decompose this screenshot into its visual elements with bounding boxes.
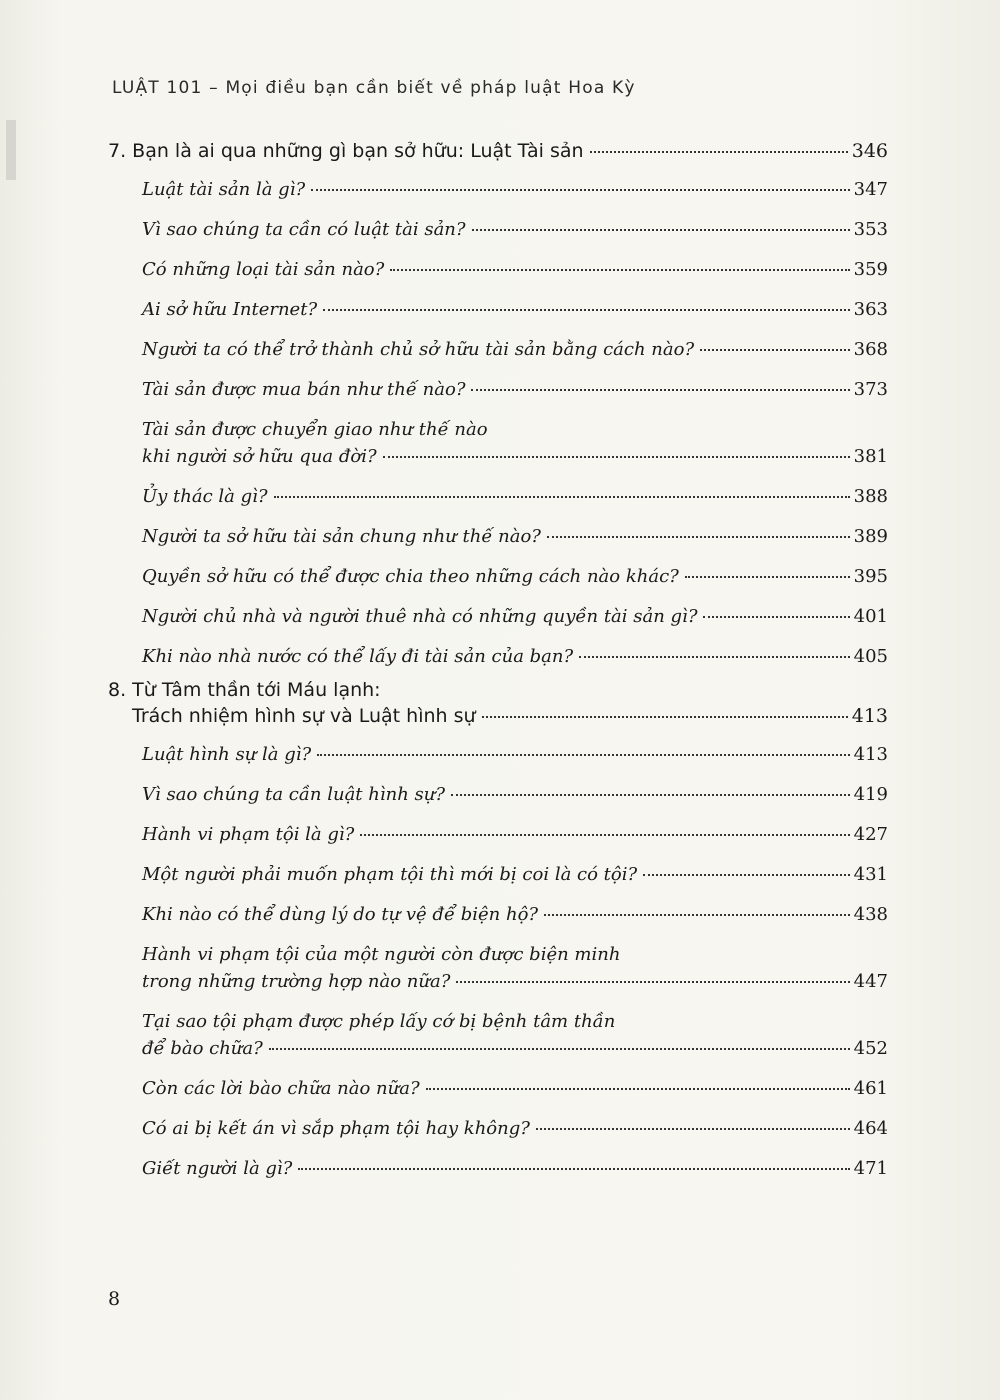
item-title: Khi nào có thể dùng lý do tự vệ để biện hộ? [142,904,539,925]
page-ref: 405 [853,646,888,667]
item-title: Vì sao chúng ta cần có luật tài sản? [142,219,466,240]
chapter-title-line-2: Trách nhiệm hình sự và Luật hình sự [132,705,476,727]
dot-leader [383,456,850,458]
item-title: Còn các lời bào chữa nào nữa? [142,1078,420,1099]
page-ref: 461 [853,1078,888,1099]
toc-item [142,1078,898,1099]
chapter-title-line-1: 8. Từ Tâm thần tới Máu lạnh: [108,679,381,701]
item-title: Vì sao chúng ta cần luật hình sự? [142,784,445,805]
toc-item [142,219,898,240]
dot-leader [590,151,848,153]
page-ref: 347 [853,179,888,200]
dot-leader [643,874,849,876]
page-ref: 431 [853,864,888,885]
page-ref: 363 [853,299,888,320]
page-ref: 381 [853,446,888,467]
dot-leader [547,536,850,538]
toc-item [142,606,898,627]
page-ref: 438 [853,904,888,925]
toc-item [142,566,898,587]
item-title: Ủy thác là gì? [142,486,268,507]
running-header: LUẬT 101 – Mọi điều bạn cần biết về pháp luật Hoa Kỳ [112,78,636,98]
toc-chapter-8 [108,679,898,727]
item-title: Người chủ nhà và người thuê nhà có những quyền tài sản gì? [142,606,698,627]
dot-leader [360,834,849,836]
toc-item [142,299,898,320]
toc-item [142,339,898,360]
toc-item [142,1118,898,1139]
dot-leader [456,981,849,983]
item-title-line-2: trong những trường hợp nào nữa? [142,971,451,992]
dot-leader [426,1088,850,1090]
item-title: Quyền sở hữu có thể được chia theo những cách nào khác? [142,566,679,587]
item-title: Luật hình sự là gì? [142,744,312,765]
page-ref: 368 [853,339,888,360]
page-ref: 452 [853,1038,888,1059]
toc-item [142,904,898,925]
page-ref: 447 [853,971,888,992]
dot-leader [311,189,850,191]
page-ref: 373 [853,379,888,400]
page-ref: 388 [853,486,888,507]
toc-item [142,526,898,547]
dot-leader [579,656,849,658]
chapter-title: 7. Bạn là ai qua những gì bạn sở hữu: Luật Tài sản [108,140,584,162]
page-ref: 401 [853,606,888,627]
item-title: Ai sở hữu Internet? [142,299,318,320]
toc-item [142,944,898,992]
toc-item [142,784,898,805]
toc-item [142,379,898,400]
dot-leader [544,914,850,916]
toc-item [142,1158,898,1179]
page-ref: 395 [853,566,888,587]
dot-leader [471,389,849,391]
dot-leader [269,1048,850,1050]
page-ref: 464 [853,1118,888,1139]
toc-item [142,419,898,467]
item-title: Luật tài sản là gì? [142,179,306,200]
toc-item [142,179,898,200]
page-edge-shadow [6,120,16,180]
dot-leader [685,576,850,578]
toc-item [142,824,898,845]
toc-item [142,259,898,280]
dot-leader [298,1168,849,1170]
dot-leader [323,309,850,311]
item-title: Có những loại tài sản nào? [142,259,385,280]
item-title: Người ta có thể trở thành chủ sở hữu tài sản bằng cách nào? [142,339,695,360]
item-title: Giết người là gì? [142,1158,293,1179]
toc-item [142,646,898,667]
item-title-line-2: để bào chữa? [142,1038,263,1059]
toc-item [142,486,898,507]
dot-leader [703,616,849,618]
item-title-line-1: Tại sao tội phạm được phép lấy cớ bị bệnh tâm thần [142,1011,616,1032]
toc-item [142,1011,898,1059]
item-title: Người ta sở hữu tài sản chung như thế nào? [142,526,541,547]
page-ref: 353 [853,219,888,240]
item-title: Một người phải muốn phạm tội thì mới bị coi là có tội? [142,864,638,885]
toc-chapter-7 [108,140,898,162]
item-title: Có ai bị kết án vì sắp phạm tội hay không? [142,1118,530,1139]
item-title: Tài sản được mua bán như thế nào? [142,379,466,400]
page-ref: 419 [853,784,888,805]
item-title: Khi nào nhà nước có thể lấy đi tài sản của bạn? [142,646,574,667]
page-ref: 413 [851,705,888,727]
dot-leader [482,716,848,718]
item-title: Hành vi phạm tội là gì? [142,824,355,845]
item-title-line-2: khi người sở hữu qua đời? [142,446,377,467]
dot-leader [390,269,849,271]
toc-item [142,864,898,885]
dot-leader [451,794,850,796]
page-ref: 389 [853,526,888,547]
dot-leader [472,229,850,231]
page-ref: 427 [853,824,888,845]
table-of-contents [108,140,898,1198]
dot-leader [317,754,849,756]
page-ref: 346 [851,140,888,162]
page-ref: 471 [853,1158,888,1179]
page-ref: 359 [853,259,888,280]
item-title-line-1: Hành vi phạm tội của một người còn được biện minh [142,944,621,965]
dot-leader [274,496,850,498]
page-ref: 413 [853,744,888,765]
item-title-line-1: Tài sản được chuyển giao như thế nào [142,419,488,440]
page-number: 8 [108,1288,121,1310]
dot-leader [536,1128,850,1130]
toc-item [142,744,898,765]
dot-leader [700,349,850,351]
